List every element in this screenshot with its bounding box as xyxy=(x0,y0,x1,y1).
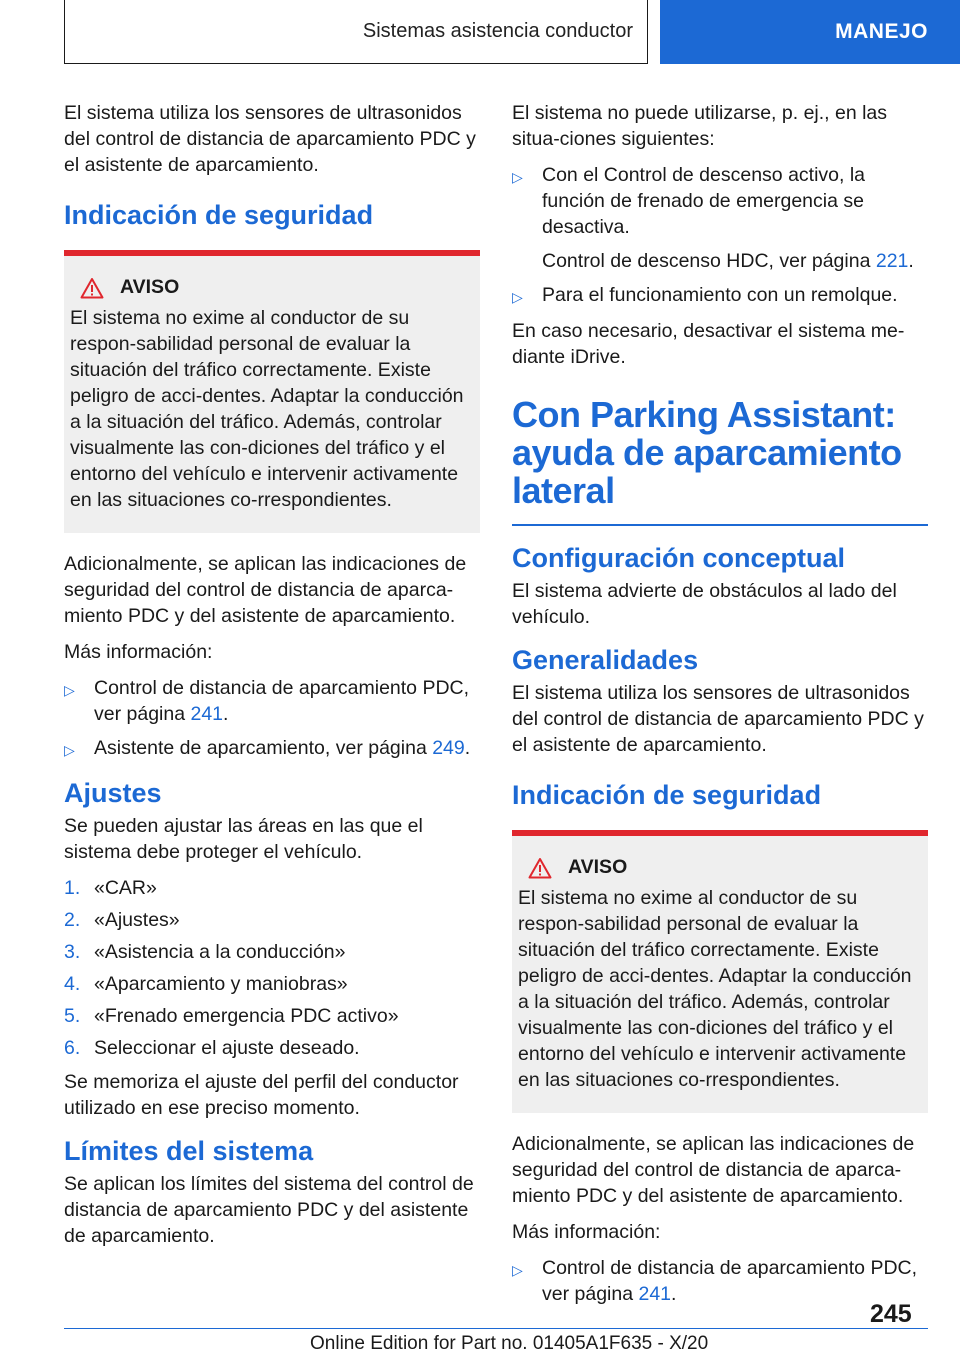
warning-triangle-icon xyxy=(80,277,104,299)
list-item-ref: Control de descenso HDC, ver página 221. xyxy=(542,250,914,272)
header-section-box xyxy=(64,0,648,64)
step-item: 3. «Asistencia a la conducción» xyxy=(64,941,346,963)
triangle-bullet-icon: ▷ xyxy=(64,682,75,698)
situations-list xyxy=(512,162,928,310)
warning-box xyxy=(512,830,928,1113)
limits-heading: Límites del sistema xyxy=(64,1136,314,1166)
warning-triangle-icon xyxy=(528,857,552,879)
right-column xyxy=(512,100,928,1315)
more-info-label: Más información: xyxy=(512,1221,661,1243)
list-item: ▷ Control de distancia de aparcamiento PDC, ver página 241. xyxy=(512,1257,918,1305)
safety-heading: Indicación de seguridad xyxy=(512,780,822,810)
settings-steps xyxy=(64,875,480,1061)
concept-paragraph: El sistema advierte de obstáculos al lado del vehículo. xyxy=(512,580,897,628)
reference-list xyxy=(512,1255,928,1307)
step-item: 1. «CAR» xyxy=(64,877,157,899)
list-item: ▷ Asistente de aparcamiento, ver página 249. xyxy=(64,735,480,763)
list-item xyxy=(512,282,928,310)
header-section-title: Sistemas asistencia conductor xyxy=(362,20,633,42)
safety-heading: Indicación de seguridad xyxy=(64,200,374,230)
page-link-221[interactable]: 221 xyxy=(875,250,909,272)
intro-paragraph: El sistema utiliza los sensores de ultrasonidos del control de distancia de aparcamiento PDC y el asistente de aparcamiento. xyxy=(64,102,476,176)
settings-heading: Ajustes xyxy=(64,778,162,808)
saved-note: Se memoriza el ajuste del perfil del conductor utilizado en ese preciso momento. xyxy=(64,1071,459,1119)
additional-paragraph: Adicionalmente, se aplican las indicaciones de seguridad del control de distancia de aparca-miento PDC y del asistente de aparcamiento. xyxy=(64,553,467,627)
limits-paragraph: Se aplican los límites del sistema del control de distancia de aparcamiento PDC y del asistente de aparcamiento. xyxy=(64,1173,474,1247)
left-column xyxy=(64,100,480,1259)
list-item-text: Control de distancia de aparcamiento PDC, ver página xyxy=(542,1257,918,1305)
triangle-bullet-icon: ▷ xyxy=(512,1262,523,1278)
more-info-label: Más información: xyxy=(64,641,213,663)
header-chapter-tab xyxy=(660,0,960,64)
warning-title-row xyxy=(528,856,922,879)
page-link-241[interactable]: 241 xyxy=(638,1283,672,1305)
header-chapter-title: MANEJO xyxy=(835,20,928,43)
triangle-bullet-icon: ▷ xyxy=(512,169,523,185)
step-item: 5. «Frenado emergencia PDC activo» xyxy=(64,1005,399,1027)
reference-list xyxy=(64,675,480,763)
warning-box xyxy=(64,250,480,533)
page-number: 245 xyxy=(870,1300,912,1328)
footer-edition xyxy=(310,1333,708,1355)
list-item-text: Para el funcionamiento con un remolque. xyxy=(542,284,898,306)
page-link-249[interactable]: 249 xyxy=(432,737,465,759)
warning-body: El sistema no exime al conductor de su respon-sabilidad personal de evaluar la situación del tráfico correctamente. Existe peligro de acci-dentes. Adaptar la conducción a la situación del tráfico. Además, controlar visualmente las con-diciones del tráfico y el entorno del vehículo e intervenir activamente en las situaciones co-rrespondientes. xyxy=(518,887,912,1091)
triangle-bullet-icon: ▷ xyxy=(64,742,75,758)
list-item-text: Control de distancia de aparcamiento PDC, ver página xyxy=(94,677,470,725)
settings-paragraph: Se pueden ajustar las áreas en las que el sistema debe proteger el vehículo. xyxy=(64,815,423,863)
edition-text: Online Edition for Part no. 01405A1F635 - X/20 xyxy=(310,1333,709,1354)
footer-rule xyxy=(64,1328,928,1329)
list-item xyxy=(512,162,928,274)
step-item: 2. «Ajustes» xyxy=(64,909,180,931)
heading-rule xyxy=(512,524,928,526)
concept-heading: Configuración conceptual xyxy=(512,543,846,573)
list-item-text: Con el Control de descenso activo, la función de frenado de emergencia se desactiva. xyxy=(542,164,866,238)
list-item-text: Asistente de aparcamiento, ver página xyxy=(94,737,433,759)
warning-title-row xyxy=(80,276,474,299)
step-item: 6. Seleccionar el ajuste deseado. xyxy=(64,1037,360,1059)
deactivate-paragraph: En caso necesario, desactivar el sistema me-diante iDrive. xyxy=(512,320,905,368)
list-item: ▷ Control de distancia de aparcamiento PDC, ver página 241. xyxy=(64,677,470,725)
page-link-241[interactable]: 241 xyxy=(190,703,224,725)
warning-title: AVISO xyxy=(568,856,628,878)
step-item: 4. «Aparcamiento y maniobras» xyxy=(64,973,348,995)
triangle-bullet-icon: ▷ xyxy=(512,289,523,305)
warning-body: El sistema no exime al conductor de su respon-sabilidad personal de evaluar la situación del tráfico correctamente. Existe peligro de acci-dentes. Adaptar la conducción a la situación del tráfico. Además, controlar visualmente las con-diciones del tráfico y el entorno del vehículo e intervenir activamente en las situaciones co-rrespondientes. xyxy=(70,307,464,511)
main-heading: Con Parking Assistant: ayuda de aparcamiento lateral xyxy=(512,394,902,511)
cannot-use-paragraph: El sistema no puede utilizarse, p. ej., en las situa-ciones siguientes: xyxy=(512,102,888,150)
additional-paragraph: Adicionalmente, se aplican las indicaciones de seguridad del control de distancia de aparca-miento PDC y del asistente de aparcamiento. xyxy=(512,1133,915,1207)
general-heading: Generalidades xyxy=(512,645,699,675)
warning-title: AVISO xyxy=(120,276,180,298)
general-paragraph: El sistema utiliza los sensores de ultrasonidos del control de distancia de aparcamiento PDC y el asistente de aparcamiento. xyxy=(512,682,924,756)
